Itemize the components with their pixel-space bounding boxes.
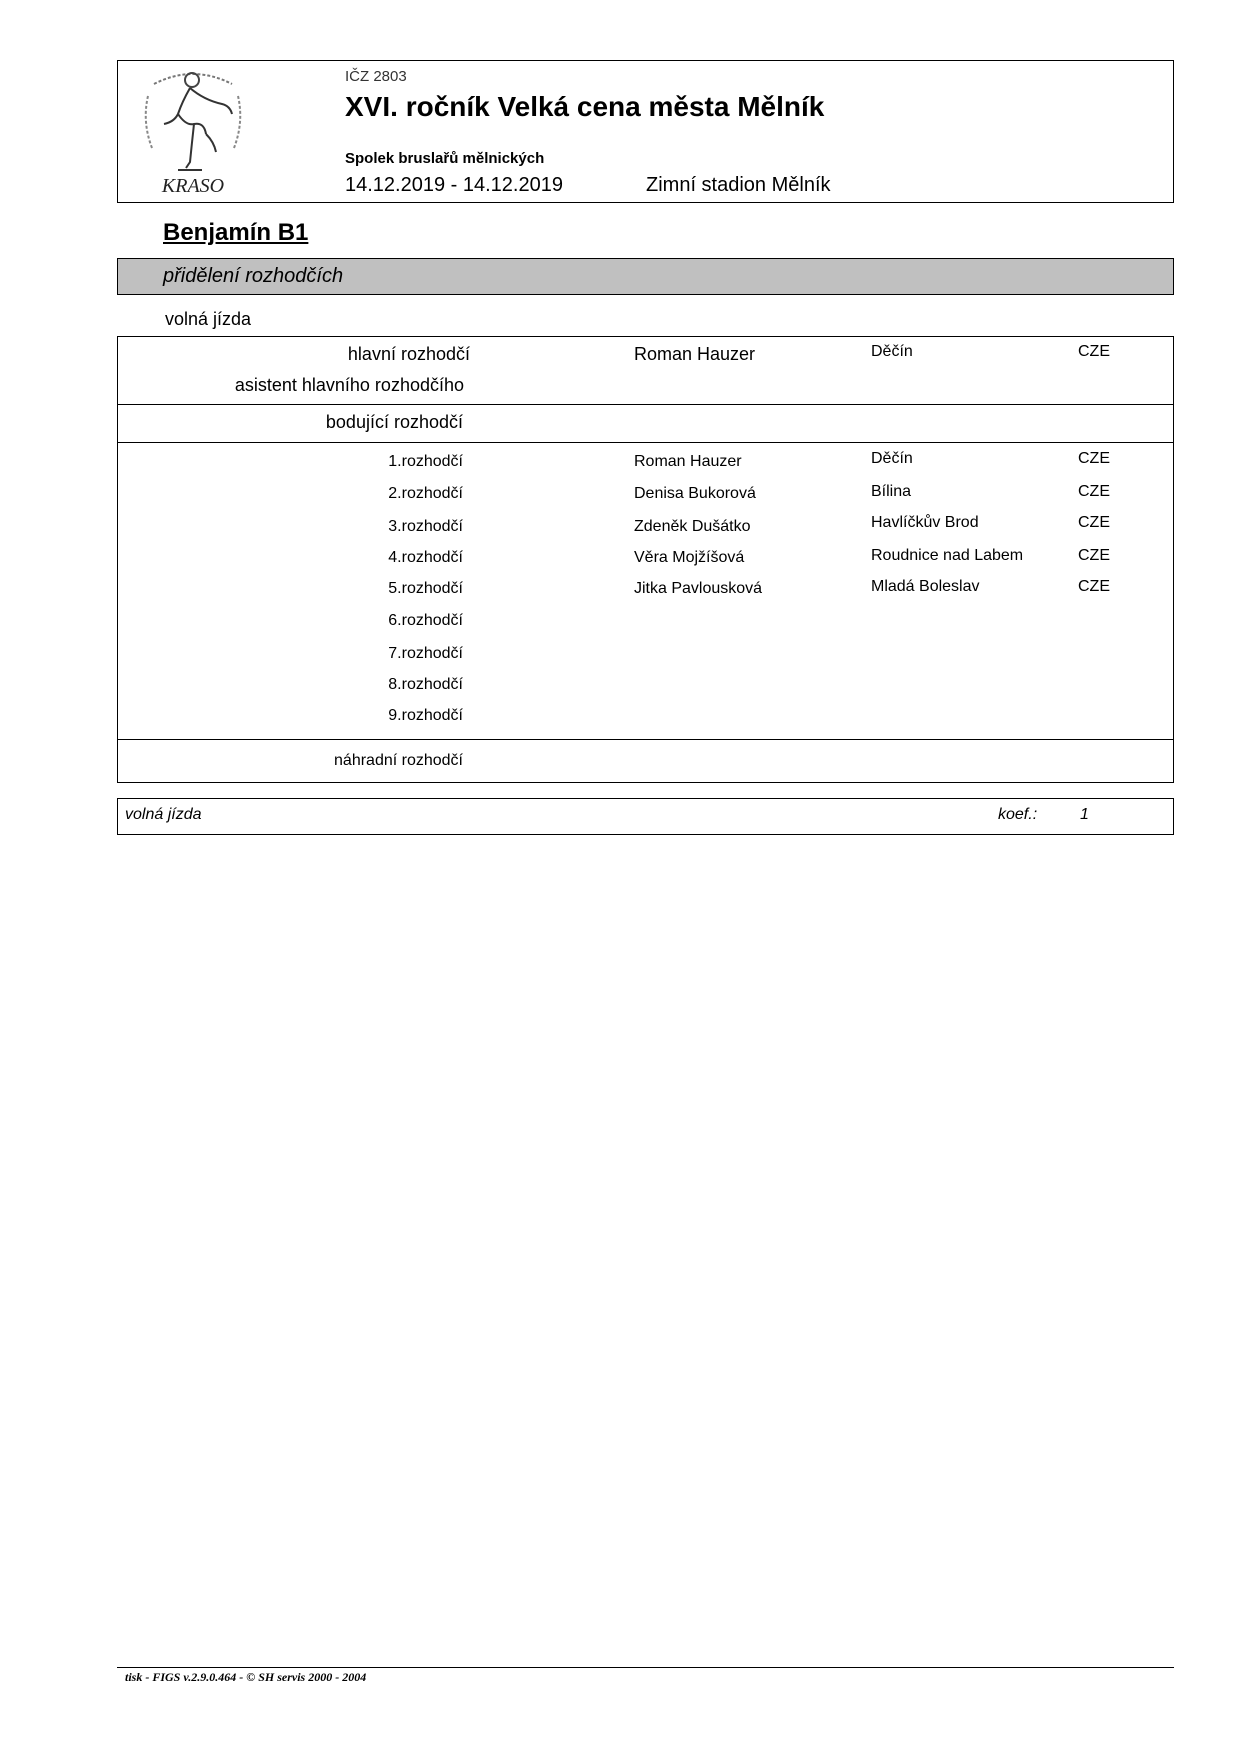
judge-city: Havlíčkův Brod: [871, 514, 979, 531]
table-divider: [117, 442, 1174, 443]
judge-position: 8.rozhodčí: [388, 676, 463, 693]
judge-position: 7.rozhodčí: [388, 645, 463, 662]
table-divider: [117, 404, 1174, 405]
judge-name: Roman Hauzer: [634, 453, 742, 470]
judge-name: Jitka Pavlousková: [634, 580, 763, 597]
judge-position: 9.rozhodčí: [388, 707, 463, 724]
judge-position: 3.rozhodčí: [388, 518, 463, 535]
table-divider: [117, 739, 1174, 740]
section-bar-label: přidělení rozhodčích: [163, 265, 344, 287]
koef-label: koef.:: [998, 806, 1038, 823]
judge-city: Děčín: [871, 450, 913, 467]
judge-city: Bílina: [871, 483, 912, 500]
event-dates: 14.12.2019 - 14.12.2019: [345, 174, 563, 196]
referee-country: CZE: [1078, 343, 1110, 360]
judges-label: bodující rozhodčí: [325, 412, 463, 432]
segment-label: volná jízda: [165, 309, 252, 329]
judge-country: CZE: [1078, 483, 1110, 500]
referee-city: Děčín: [871, 343, 913, 360]
judge-country: CZE: [1078, 547, 1110, 564]
judge-name: Denisa Bukorová: [634, 485, 756, 502]
footer-text: tisk - FIGS v.2.9.0.464 - © SH servis 2000 - 2004: [125, 1670, 367, 1684]
judge-position: 2.rozhodčí: [388, 485, 463, 502]
organizer: Spolek bruslařů mělnických: [345, 150, 545, 167]
svg-text:KRASO: KRASO: [161, 175, 225, 197]
event-venue: Zimní stadion Mělník: [646, 174, 831, 196]
assistant-label: asistent hlavního rozhodčího: [234, 375, 464, 395]
judge-position: 4.rozhodčí: [388, 549, 463, 566]
judge-name: Zdeněk Dušátko: [634, 518, 751, 535]
judge-country: CZE: [1078, 578, 1110, 595]
judge-position: 1.rozhodčí: [388, 453, 463, 470]
judge-country: CZE: [1078, 514, 1110, 531]
koef-value: 1: [1080, 806, 1089, 823]
skater-logo-icon: [134, 62, 252, 200]
referee-name: Roman Hauzer: [634, 344, 756, 364]
category-title: Benjamín B1: [163, 219, 309, 246]
substitute-label: náhradní rozhodčí: [334, 752, 463, 769]
summary-segment: volná jízda: [125, 806, 202, 823]
footer-divider: [117, 1667, 1174, 1668]
event-title: XVI. ročník Velká cena města Mělník: [345, 91, 825, 122]
judge-position: 6.rozhodčí: [388, 612, 463, 629]
judge-country: CZE: [1078, 450, 1110, 467]
judge-city: Roudnice nad Labem: [871, 547, 1024, 564]
icz-code: IČZ 2803: [345, 68, 407, 85]
judge-name: Věra Mojžíšová: [634, 549, 745, 566]
judge-city: Mladá Boleslav: [871, 578, 980, 595]
club-logo: [134, 62, 252, 200]
judge-position: 5.rozhodčí: [388, 580, 463, 597]
referee-label: hlavní rozhodčí: [347, 344, 470, 364]
